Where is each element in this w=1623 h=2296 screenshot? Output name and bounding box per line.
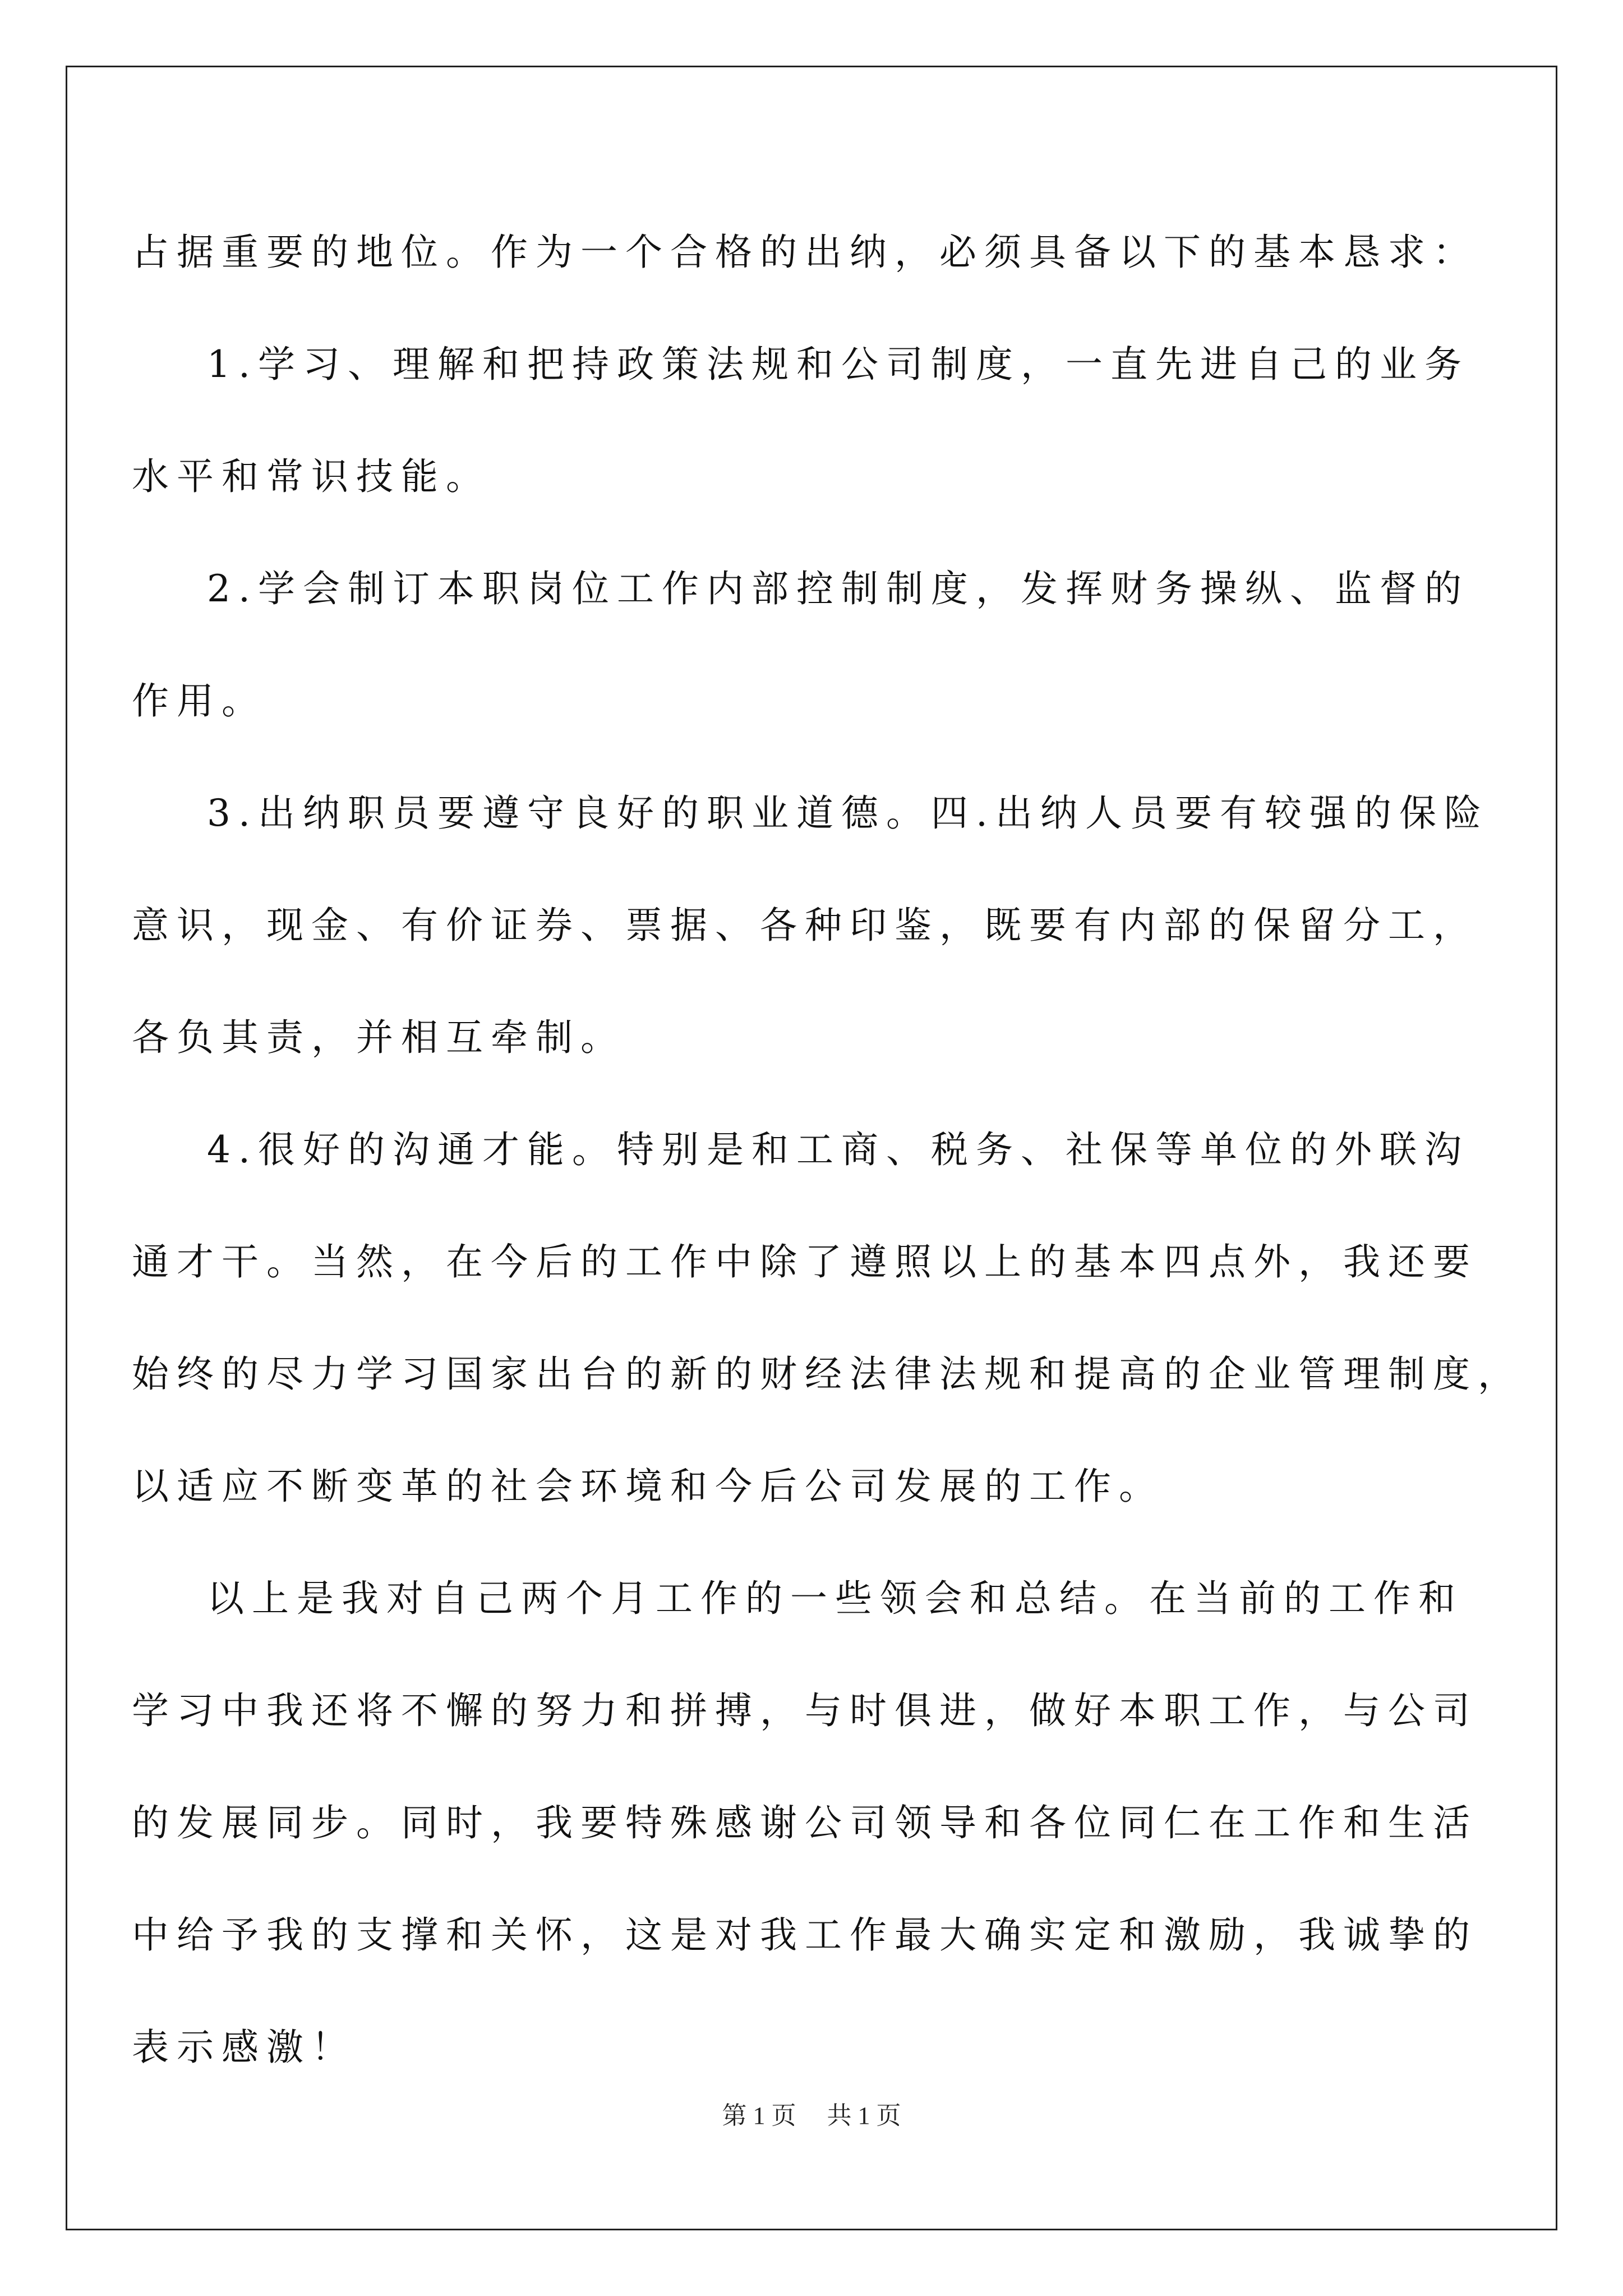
text-line: 表示感激！ (132, 2026, 356, 2069)
list-item-2: 2.学会制订本职岗位工作内部控制制度，发挥财务操纵、监督的 (207, 567, 1469, 610)
page-number-current: 第 1 页 (722, 2102, 796, 2129)
list-item-4: 4.很好的沟通才能。特别是和工商、税务、社保等单位的外联沟 (207, 1128, 1469, 1171)
text-line: 学习中我还将不懈的努力和拼搏，与时俱进，做好本职工作，与公司 (132, 1689, 1478, 1732)
text-line: 水平和常识技能。 (132, 455, 491, 498)
text-line: 各负其责，并相互牵制。 (132, 1016, 625, 1059)
text-line: 以适应不断变革的社会环境和今后公司发展的工作。 (132, 1465, 1164, 1508)
paragraph-start: 以上是我对自己两个月工作的一些领会和总结。在当前的工作和 (207, 1577, 1463, 1620)
list-item-3: 3.出纳职员要遵守良好的职业道德。四.出纳人员要有较强的保险 (207, 792, 1489, 835)
text-line: 意识，现金、有价证券、票据、各种印鉴，既要有内部的保留分工， (132, 904, 1478, 947)
page-number-total: 共 1 页 (827, 2102, 901, 2129)
document-body (132, 196, 1523, 2104)
text-line: 占据重要的地位。作为一个合格的出纳，必须具备以下的基本恳求： (132, 231, 1478, 274)
text-line: 作用。 (132, 679, 266, 723)
page-footer (0, 2095, 1623, 2131)
text-line: 始终的尽力学习国家出台的新的财经法律法规和提高的企业管理制度， (132, 1352, 1523, 1396)
text-line: 通才干。当然，在今后的工作中除了遵照以上的基本四点外，我还要 (132, 1240, 1478, 1283)
list-item-1: 1.学习、理解和把持政策法规和公司制度，一直先进自己的业务 (207, 343, 1469, 386)
text-line: 中给予我的支撑和关怀，这是对我工作最大确实定和激励，我诚挚的 (132, 1913, 1478, 1957)
text-line: 的发展同步。同时，我要特殊感谢公司领导和各位同仁在工作和生活 (132, 1801, 1478, 1844)
